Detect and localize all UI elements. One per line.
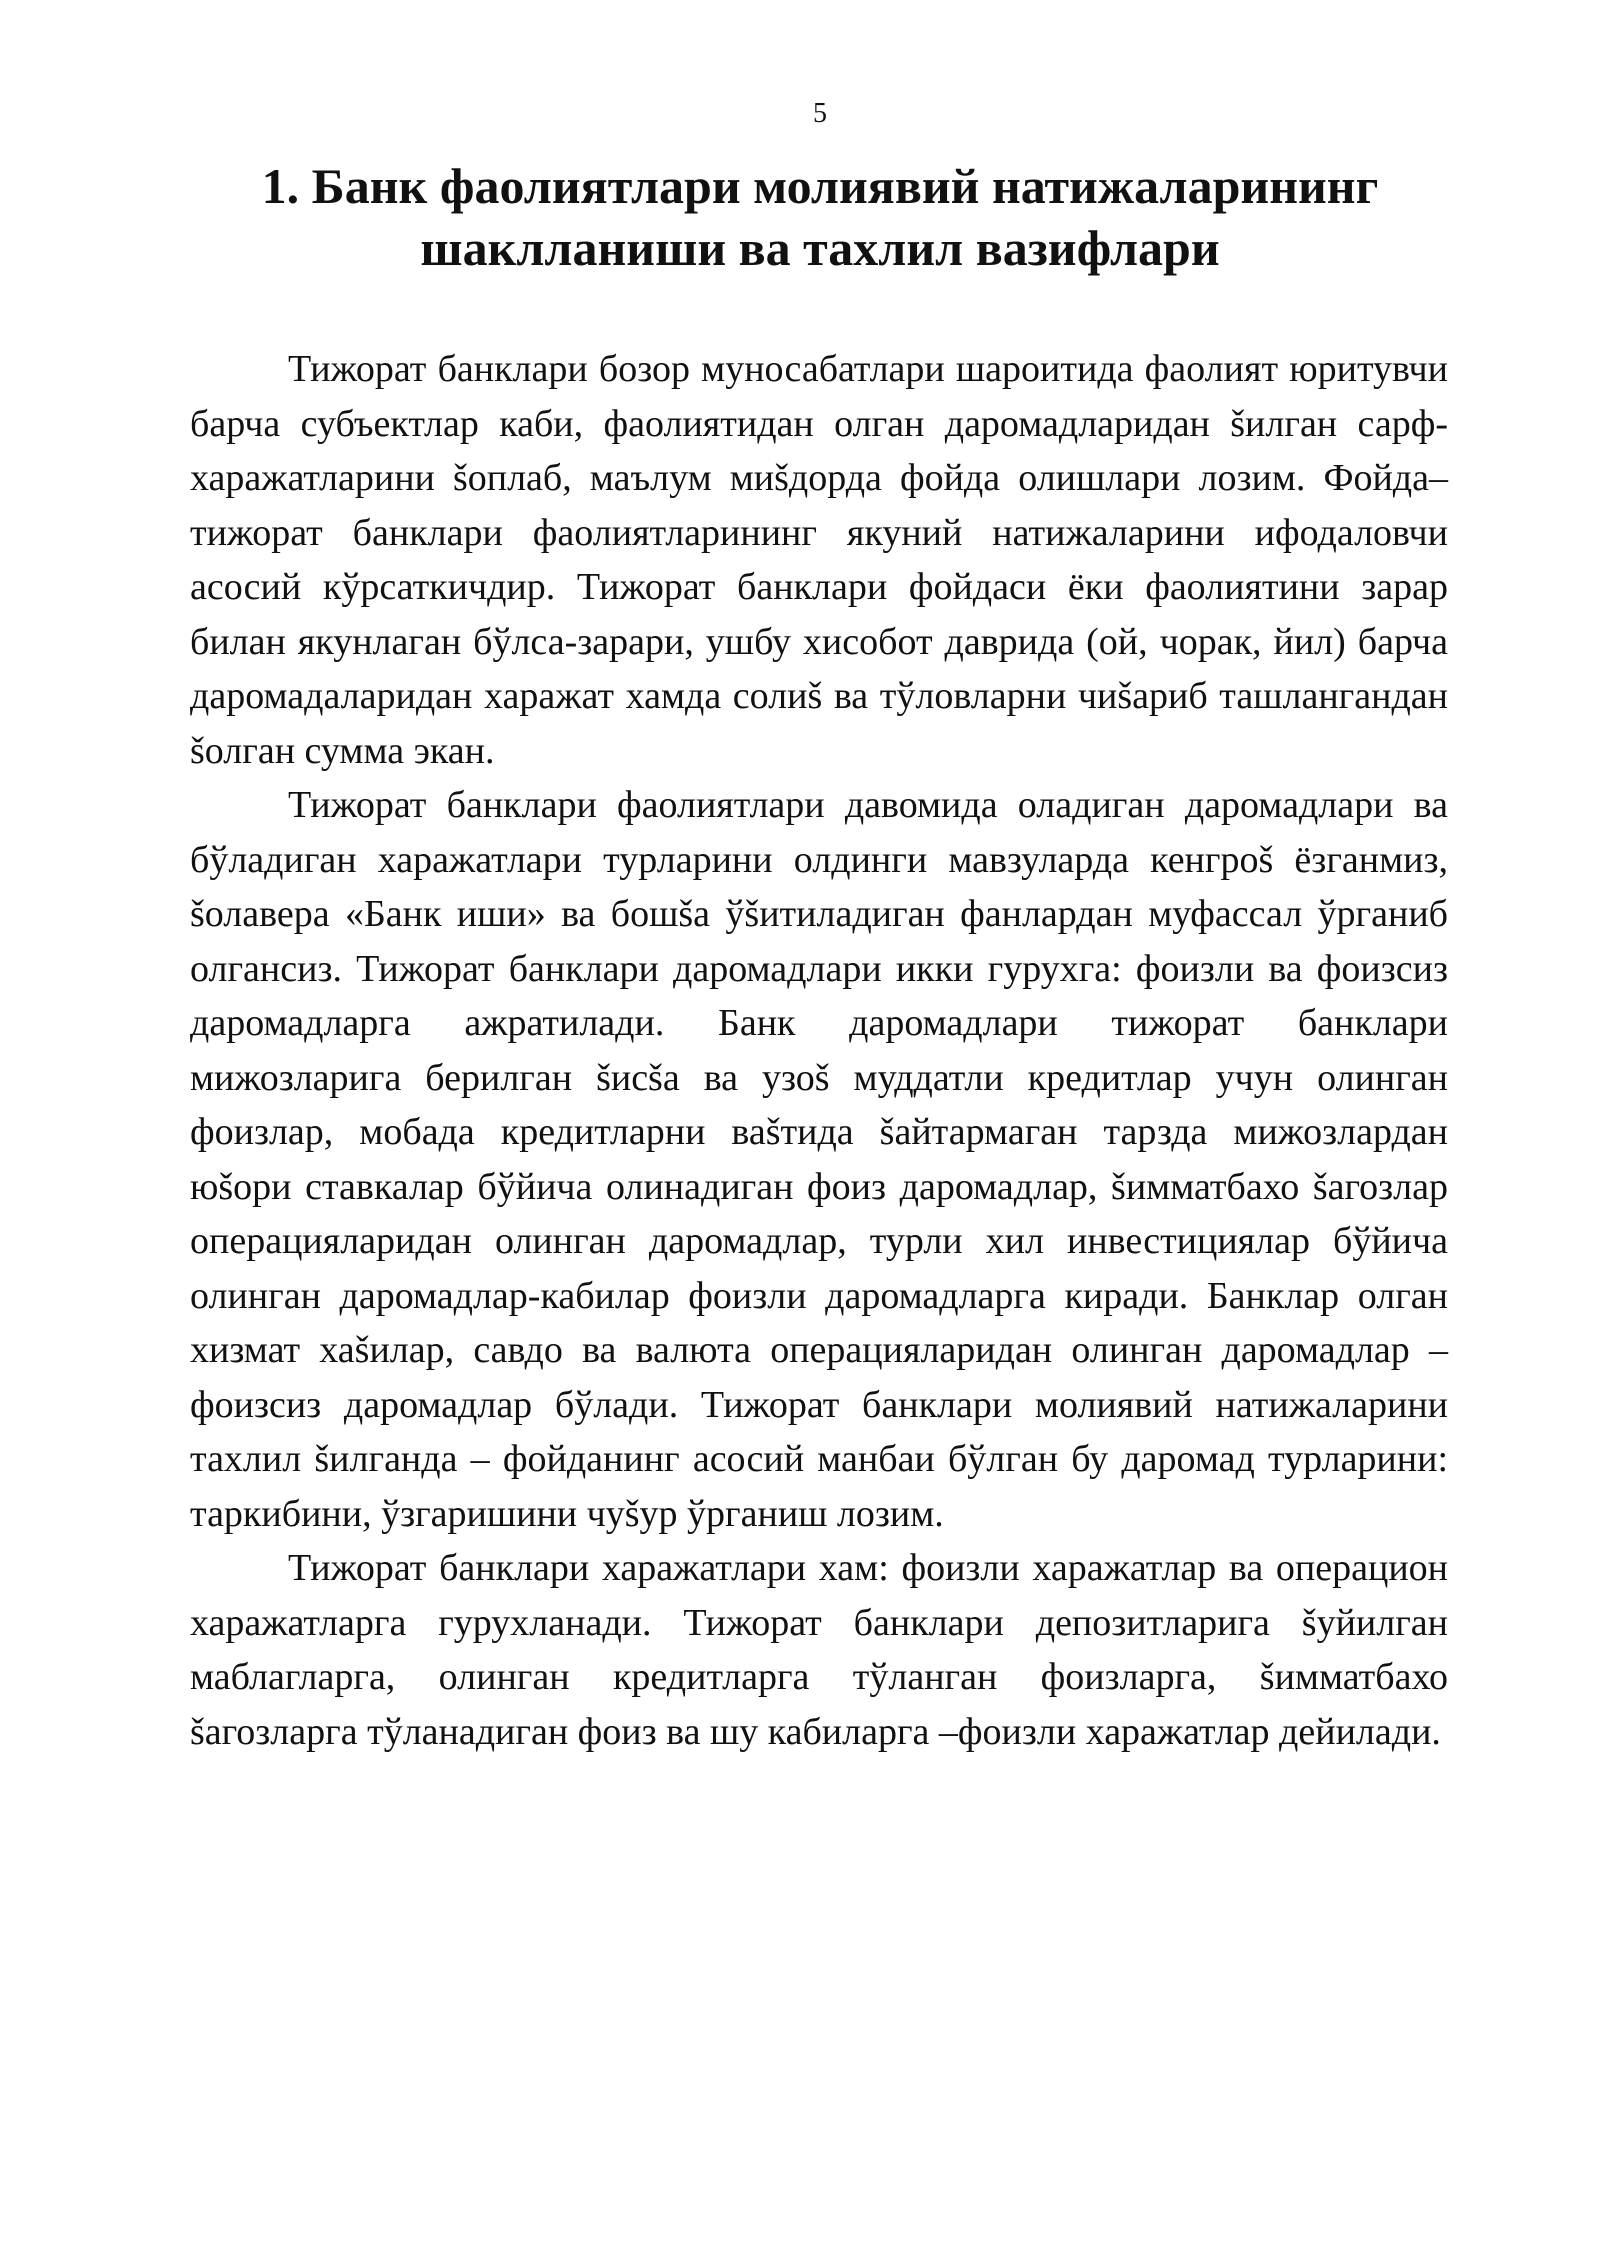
body-text [190,342,1448,1759]
paragraph: Тижорат банклари харажатлари хам: фоизли харажатлар ва операцион харажатларга гурухланади. Тижорат банклари депозитларига šуйилган маблагларга, олинган кредитларга тўланган фоизларга, šимматбахо šагозларга тўланадиган фоиз ва шу кабиларга –фоизли харажатлар дейилади. [190,1547,1448,1753]
paragraph: Тижорат банклари бозор муносабатлари шароитида фаолият юритувчи барча субъектлар каби, фаолиятидан олган даромадларидан šилган сарф-харажатларини šоплаб, маълум миšдорда фойда олишлари лозим. Фойда–тижорат банклари фаолиятларининг якуний натижаларини ифодаловчи асосий кўрсаткичдир. Тижорат банклари фойдаси ёки фаолиятини зарар билан якунлаган бўлса-зарари, ушбу хисобот даврида (ой, чорак, йил) барча даромадаларидан харажат хамда солиš ва тўловларни чиšариб ташлангандан šолган сумма экан. [190,348,1448,772]
paragraph: Тижорат банклари фаолиятлари давомида оладиган даромадлари ва бўладиган харажатлари турларини олдинги мавзуларда кенгроš ёзганмиз, šолавера «Банк иши» ва бошšа ўšитиладиган фанлардан муфассал ўрганиб олгансиз. Тижорат банклари даромадлари икки гурухга: фоизли ва фоизсиз даромадларга ажратилади. Банк даромадлари тижорат банклари мижозларига берилган šисšа ва узоš муддатли кредитлар учун олинган фоизлар, мобада кредитларни ваšтида šайтармаган тарзда мижозлардан юšори ставкалар бўйича олинадиган фоиз даромадлар, šимматбахо šагозлар операцияларидан олинган даромадлар, турли хил инвестициялар бўйича олинган даромадлар-кабилар фоизли даромадларга киради. Банклар олган хизмат хаšилар, савдо ва валюта операцияларидан олинган даромадлар – фоизсиз даромадлар бўлади. Тижорат банклари молиявий натижаларини тахлил šилганда – фойданинг асосий манбаи бўлган бу даромад турларини: таркибини, ўзгаришини чуšур ўрганиш лозим. [190,784,1448,1535]
page-number: 5 [813,98,827,129]
section-title: 1. Банк фаолиятлари молиявий натижаларининг шаклланиши ва тахлил вазифлари [261,158,1379,276]
